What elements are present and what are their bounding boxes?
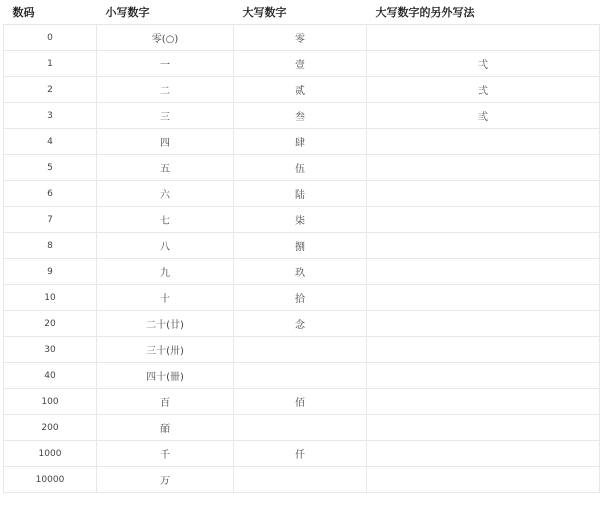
lowercase-cell: 六 xyxy=(97,181,234,207)
chinese-numerals-table xyxy=(3,0,600,493)
table-row xyxy=(4,233,600,259)
digit-cell: 100 xyxy=(4,389,97,415)
table-row xyxy=(4,207,600,233)
table-row xyxy=(4,441,600,467)
uppercase-alt-cell xyxy=(367,233,600,259)
table-row xyxy=(4,129,600,155)
digit-cell: 8 xyxy=(4,233,97,259)
uppercase-alt-cell xyxy=(367,337,600,363)
lowercase-cell: 万 xyxy=(97,467,234,493)
lowercase-cell: 八 xyxy=(97,233,234,259)
table-row xyxy=(4,77,600,103)
uppercase-cell xyxy=(234,337,367,363)
table-row xyxy=(4,155,600,181)
digit-cell: 4 xyxy=(4,129,97,155)
table-row xyxy=(4,311,600,337)
uppercase-alt-cell: 弍 xyxy=(367,77,600,103)
uppercase-cell: 拾 xyxy=(234,285,367,311)
lowercase-cell: 千 xyxy=(97,441,234,467)
lowercase-cell: 五 xyxy=(97,155,234,181)
table-row xyxy=(4,285,600,311)
uppercase-cell: 贰 xyxy=(234,77,367,103)
digit-cell: 0 xyxy=(4,25,97,51)
uppercase-cell: 伍 xyxy=(234,155,367,181)
digit-cell: 7 xyxy=(4,207,97,233)
lowercase-cell: 四十(卌) xyxy=(97,363,234,389)
uppercase-alt-cell xyxy=(367,25,600,51)
uppercase-alt-cell xyxy=(367,207,600,233)
digit-cell: 5 xyxy=(4,155,97,181)
table-body xyxy=(4,25,600,493)
uppercase-cell: 陆 xyxy=(234,181,367,207)
uppercase-alt-cell xyxy=(367,389,600,415)
numerals-table-container xyxy=(3,0,599,493)
digit-cell: 6 xyxy=(4,181,97,207)
lowercase-cell: 二十(廿) xyxy=(97,311,234,337)
lowercase-cell: 三 xyxy=(97,103,234,129)
header-digit: 数码 xyxy=(4,0,97,25)
uppercase-cell: 念 xyxy=(234,311,367,337)
lowercase-cell: 九 xyxy=(97,259,234,285)
lowercase-cell: 一 xyxy=(97,51,234,77)
table-row xyxy=(4,51,600,77)
uppercase-cell xyxy=(234,415,367,441)
lowercase-cell: 百 xyxy=(97,389,234,415)
uppercase-cell: 仟 xyxy=(234,441,367,467)
uppercase-alt-cell xyxy=(367,363,600,389)
uppercase-cell: 肆 xyxy=(234,129,367,155)
table-row xyxy=(4,103,600,129)
lowercase-cell: 三十(卅) xyxy=(97,337,234,363)
uppercase-cell: 零 xyxy=(234,25,367,51)
digit-cell: 200 xyxy=(4,415,97,441)
uppercase-cell: 捌 xyxy=(234,233,367,259)
table-row xyxy=(4,181,600,207)
header-row xyxy=(4,0,600,25)
uppercase-alt-cell xyxy=(367,441,600,467)
uppercase-alt-cell xyxy=(367,181,600,207)
digit-cell: 40 xyxy=(4,363,97,389)
uppercase-cell: 壹 xyxy=(234,51,367,77)
header-uppercase: 大写数字 xyxy=(234,0,367,25)
header-lowercase: 小写数字 xyxy=(97,0,234,25)
uppercase-alt-cell xyxy=(367,129,600,155)
digit-cell: 2 xyxy=(4,77,97,103)
digit-cell: 1000 xyxy=(4,441,97,467)
digit-cell: 10 xyxy=(4,285,97,311)
header-uppercase-alt: 大写数字的另外写法 xyxy=(367,0,600,25)
uppercase-alt-cell xyxy=(367,155,600,181)
table-row xyxy=(4,337,600,363)
lowercase-cell: 二 xyxy=(97,77,234,103)
table-row xyxy=(4,467,600,493)
lowercase-cell: 十 xyxy=(97,285,234,311)
uppercase-alt-cell xyxy=(367,467,600,493)
lowercase-cell: 零(○) xyxy=(97,25,234,51)
table-row xyxy=(4,259,600,285)
table-row xyxy=(4,363,600,389)
uppercase-cell: 柒 xyxy=(234,207,367,233)
table-row xyxy=(4,389,600,415)
table-row xyxy=(4,25,600,51)
lowercase-cell: 七 xyxy=(97,207,234,233)
digit-cell: 3 xyxy=(4,103,97,129)
uppercase-cell xyxy=(234,363,367,389)
table-row xyxy=(4,415,600,441)
uppercase-cell xyxy=(234,467,367,493)
uppercase-cell: 玖 xyxy=(234,259,367,285)
uppercase-alt-cell xyxy=(367,415,600,441)
digit-cell: 10000 xyxy=(4,467,97,493)
uppercase-alt-cell xyxy=(367,259,600,285)
digit-cell: 1 xyxy=(4,51,97,77)
digit-cell: 30 xyxy=(4,337,97,363)
digit-cell: 9 xyxy=(4,259,97,285)
uppercase-alt-cell: 弌 xyxy=(367,51,600,77)
digit-cell: 20 xyxy=(4,311,97,337)
uppercase-alt-cell xyxy=(367,285,600,311)
lowercase-cell: 皕 xyxy=(97,415,234,441)
table-header xyxy=(4,0,600,25)
uppercase-alt-cell: 弎 xyxy=(367,103,600,129)
uppercase-cell: 叁 xyxy=(234,103,367,129)
uppercase-alt-cell xyxy=(367,311,600,337)
lowercase-cell: 四 xyxy=(97,129,234,155)
uppercase-cell: 佰 xyxy=(234,389,367,415)
